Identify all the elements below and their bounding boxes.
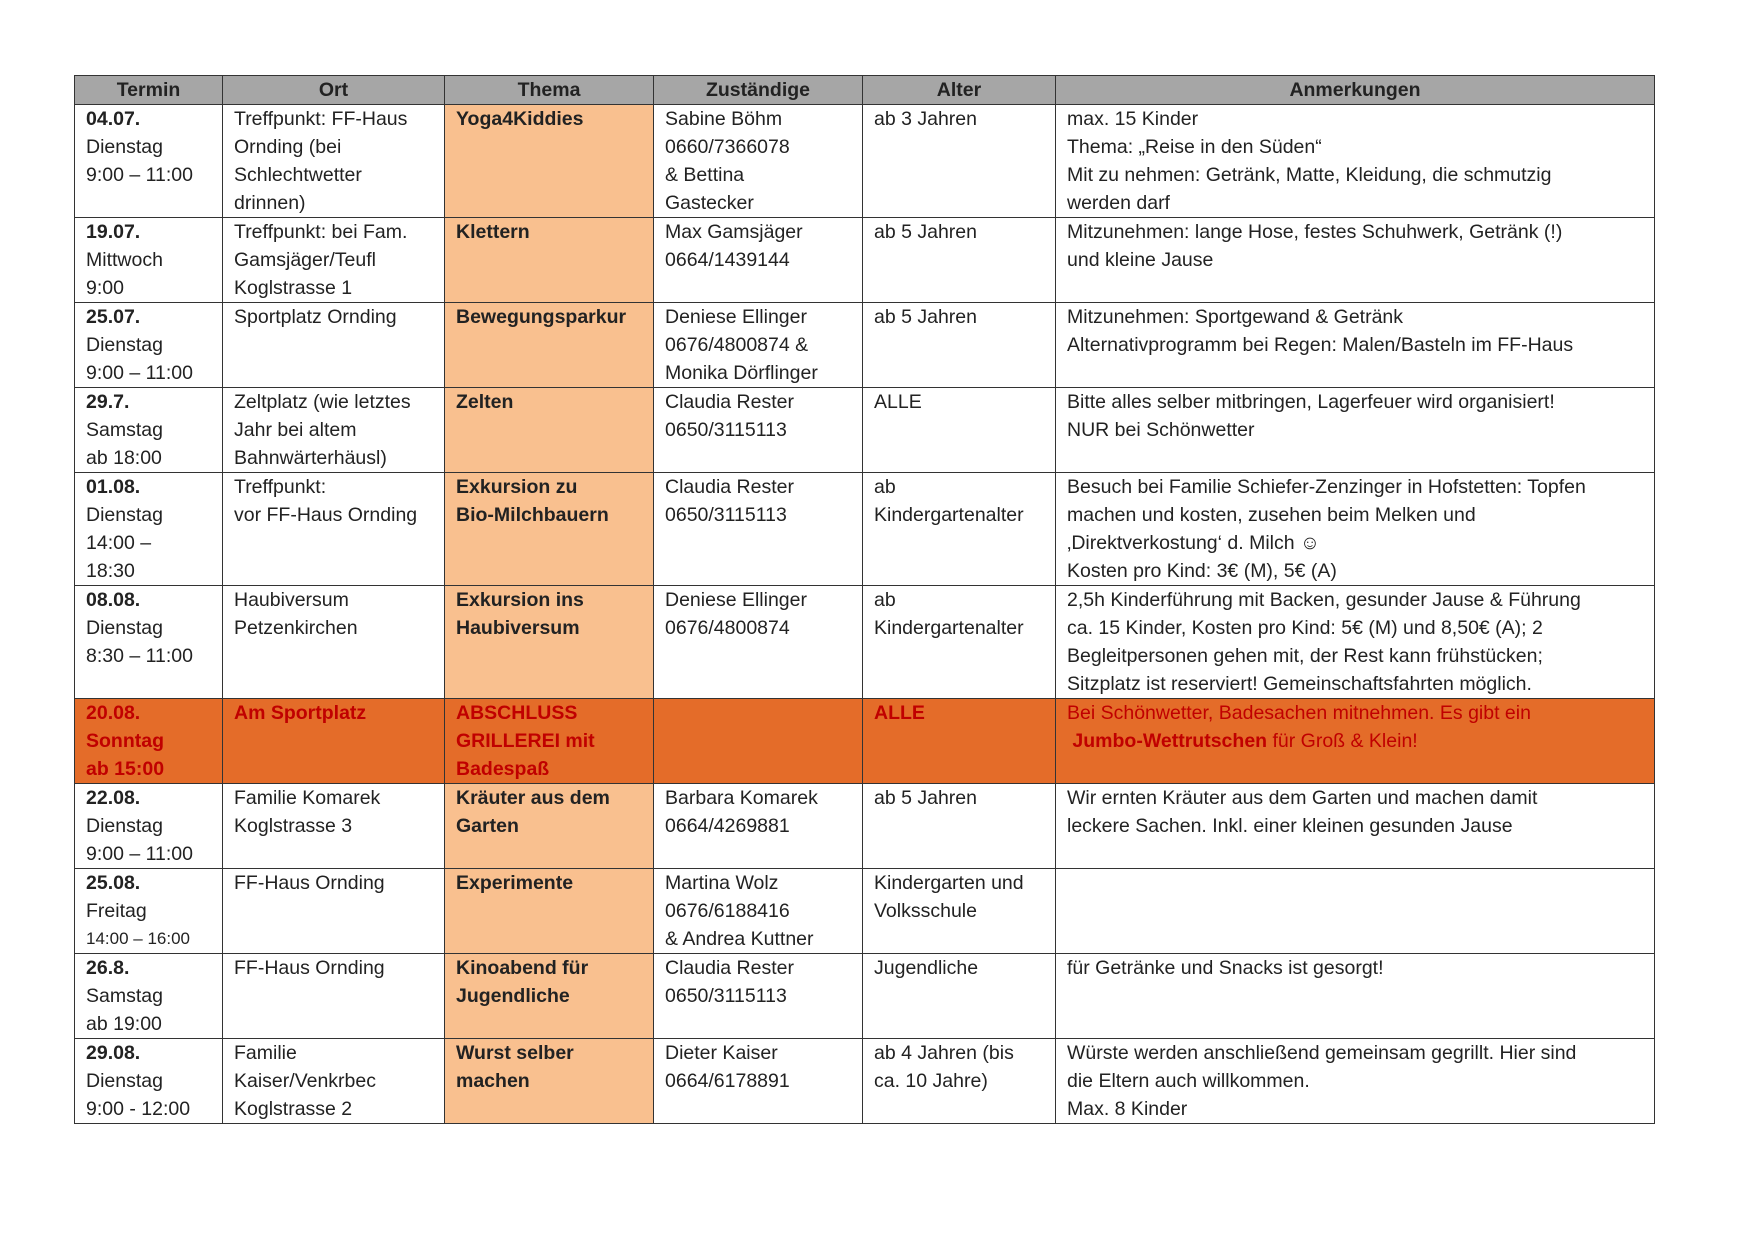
date-text: 29.08.: [86, 1042, 141, 1064]
table-row: [75, 473, 1655, 586]
zustaendige-cell: Dieter Kaiser 0664/6178891: [654, 1039, 863, 1124]
header-thema: Thema: [445, 76, 654, 105]
date-text: 29.7.: [86, 391, 130, 413]
date-text: 01.08.: [86, 476, 141, 498]
anmerkungen-cell: Bitte alles selber mitbringen, Lagerfeuer wird organisiert! NUR bei Schönwetter: [1056, 388, 1655, 473]
table-row: [75, 105, 1655, 218]
ort-cell: Familie Kaiser/Venkrbec Koglstrasse 2: [223, 1039, 445, 1124]
alter-cell: ALLE: [863, 699, 1056, 784]
ort-cell: Treffpunkt: FF-Haus Ornding (bei Schlechtwetter drinnen): [223, 105, 445, 218]
zustaendige-cell: Claudia Rester 0650/3115113: [654, 388, 863, 473]
ort-cell: Am Sportplatz: [223, 699, 445, 784]
date-text: 04.07.: [86, 108, 141, 130]
ort-cell: Treffpunkt: bei Fam. Gamsjäger/Teufl Koglstrasse 1: [223, 218, 445, 303]
thema-cell: Exkursion ins Haubiversum: [445, 586, 654, 699]
thema-cell: Experimente: [445, 869, 654, 954]
anmerkungen-cell: Würste werden anschließend gemeinsam gegrillt. Hier sind die Eltern auch willkommen. Max. 8 Kinder: [1056, 1039, 1655, 1124]
alter-cell: ab 5 Jahren: [863, 218, 1056, 303]
anmerkungen-cell: Besuch bei Familie Schiefer-Zenzinger in Hofstetten: Topfen machen und kosten, zusehen beim Melken und ‚Direktverkostung‘ d. Milch ☺ Kosten pro Kind: 3€ (M), 5€ (A): [1056, 473, 1655, 586]
anmerkungen-cell: Wir ernten Kräuter aus dem Garten und machen damit leckere Sachen. Inkl. einer kleinen gesunden Jause: [1056, 784, 1655, 869]
termin-cell: 19.07. Mittwoch 9:00: [75, 218, 223, 303]
thema-cell: Kräuter aus dem Garten: [445, 784, 654, 869]
termin-cell: 29.08. Dienstag 9:00 - 12:00: [75, 1039, 223, 1124]
table-row-highlight: [75, 699, 1655, 784]
thema-cell: Klettern: [445, 218, 654, 303]
header-termin: Termin: [75, 76, 223, 105]
header-zustaendige: Zuständige: [654, 76, 863, 105]
ort-cell: Zeltplatz (wie letztes Jahr bei altem Bahnwärterhäusl): [223, 388, 445, 473]
alter-cell: Kindergarten und Volksschule: [863, 869, 1056, 954]
date-text: 19.07.: [86, 221, 141, 243]
alter-cell: ab 4 Jahren (bis ca. 10 Jahre): [863, 1039, 1056, 1124]
thema-cell: Exkursion zu Bio-Milchbauern: [445, 473, 654, 586]
ort-cell: Treffpunkt: vor FF-Haus Ornding: [223, 473, 445, 586]
zustaendige-cell: Barbara Komarek 0664/4269881: [654, 784, 863, 869]
thema-cell: Zelten: [445, 388, 654, 473]
thema-cell: ABSCHLUSS GRILLEREI mit Badespaß: [445, 699, 654, 784]
zustaendige-cell: Deniese Ellinger 0676/4800874: [654, 586, 863, 699]
alter-cell: ALLE: [863, 388, 1056, 473]
table-row: [75, 218, 1655, 303]
zustaendige-cell: Sabine Böhm 0660/7366078 & Bettina Gastecker: [654, 105, 863, 218]
date-text: 22.08.: [86, 787, 141, 809]
table-row: [75, 303, 1655, 388]
thema-cell: Yoga4Kiddies: [445, 105, 654, 218]
ort-cell: Haubiversum Petzenkirchen: [223, 586, 445, 699]
termin-cell: 04.07. Dienstag 9:00 – 11:00: [75, 105, 223, 218]
zustaendige-cell: Martina Wolz 0676/6188416 & Andrea Kuttner: [654, 869, 863, 954]
anmerkungen-cell: max. 15 Kinder Thema: „Reise in den Süden“ Mit zu nehmen: Getränk, Matte, Kleidung, die schmutzig werden darf: [1056, 105, 1655, 218]
date-text: 25.07.: [86, 306, 141, 328]
header-ort: Ort: [223, 76, 445, 105]
alter-cell: ab Kindergartenalter: [863, 586, 1056, 699]
zustaendige-cell: Claudia Rester 0650/3115113: [654, 473, 863, 586]
alter-cell: ab 5 Jahren: [863, 784, 1056, 869]
termin-cell: 25.08. Freitag 14:00 – 16:00: [75, 869, 223, 954]
alter-cell: ab 3 Jahren: [863, 105, 1056, 218]
zustaendige-cell: Max Gamsjäger 0664/1439144: [654, 218, 863, 303]
anmerkungen-cell: Mitzunehmen: Sportgewand & Getränk Alternativprogramm bei Regen: Malen/Basteln im FF-Haus: [1056, 303, 1655, 388]
date-text: 25.08.: [86, 872, 141, 894]
thema-cell: Wurst selber machen: [445, 1039, 654, 1124]
header-alter: Alter: [863, 76, 1056, 105]
date-text: 26.8.: [86, 957, 130, 979]
header-row: [75, 76, 1655, 105]
table-row: [75, 784, 1655, 869]
termin-cell: 26.8. Samstag ab 19:00: [75, 954, 223, 1039]
schedule-table: [74, 75, 1655, 1124]
thema-cell: Bewegungsparkur: [445, 303, 654, 388]
termin-cell: 01.08. Dienstag 14:00 – 18:30: [75, 473, 223, 586]
anmerkungen-cell: Bei Schönwetter, Badesachen mitnehmen. Es gibt ein Jumbo-Wettrutschen für Groß & Klein!: [1056, 699, 1655, 784]
alter-cell: ab 5 Jahren: [863, 303, 1056, 388]
zustaendige-cell: Claudia Rester 0650/3115113: [654, 954, 863, 1039]
termin-cell: 22.08. Dienstag 9:00 – 11:00: [75, 784, 223, 869]
highlight-text: Jumbo-Wettrutschen: [1072, 730, 1268, 752]
anmerkungen-cell: für Getränke und Snacks ist gesorgt!: [1056, 954, 1655, 1039]
header-anmerkungen: Anmerkungen: [1056, 76, 1655, 105]
table-row: [75, 954, 1655, 1039]
anmerkungen-cell: Mitzunehmen: lange Hose, festes Schuhwerk, Getränk (!) und kleine Jause: [1056, 218, 1655, 303]
alter-cell: Jugendliche: [863, 954, 1056, 1039]
date-text: 20.08.: [86, 702, 141, 724]
date-text: 08.08.: [86, 589, 141, 611]
anmerkungen-cell: [1056, 869, 1655, 954]
termin-cell: 29.7. Samstag ab 18:00: [75, 388, 223, 473]
termin-cell: 08.08. Dienstag 8:30 – 11:00: [75, 586, 223, 699]
table-row: [75, 869, 1655, 954]
alter-cell: ab Kindergartenalter: [863, 473, 1056, 586]
zustaendige-cell: Deniese Ellinger 0676/4800874 & Monika Dörflinger: [654, 303, 863, 388]
ort-cell: FF-Haus Ornding: [223, 954, 445, 1039]
anmerkungen-cell: 2,5h Kinderführung mit Backen, gesunder Jause & Führung ca. 15 Kinder, Kosten pro Kind: 5€ (M) und 8,50€ (A); 2 Begleitpersonen gehen mit, der Rest kann frühstücken; Sitzplatz ist reserviert! Gemeinschaftsfahrten möglich.: [1056, 586, 1655, 699]
ort-cell: Sportplatz Ornding: [223, 303, 445, 388]
thema-cell: Kinoabend für Jugendliche: [445, 954, 654, 1039]
table-row: [75, 388, 1655, 473]
zustaendige-cell: [654, 699, 863, 784]
table-row: [75, 586, 1655, 699]
table-row: [75, 1039, 1655, 1124]
ort-cell: Familie Komarek Koglstrasse 3: [223, 784, 445, 869]
ort-cell: FF-Haus Ornding: [223, 869, 445, 954]
termin-cell: 25.07. Dienstag 9:00 – 11:00: [75, 303, 223, 388]
termin-cell: 20.08. Sonntag ab 15:00: [75, 699, 223, 784]
